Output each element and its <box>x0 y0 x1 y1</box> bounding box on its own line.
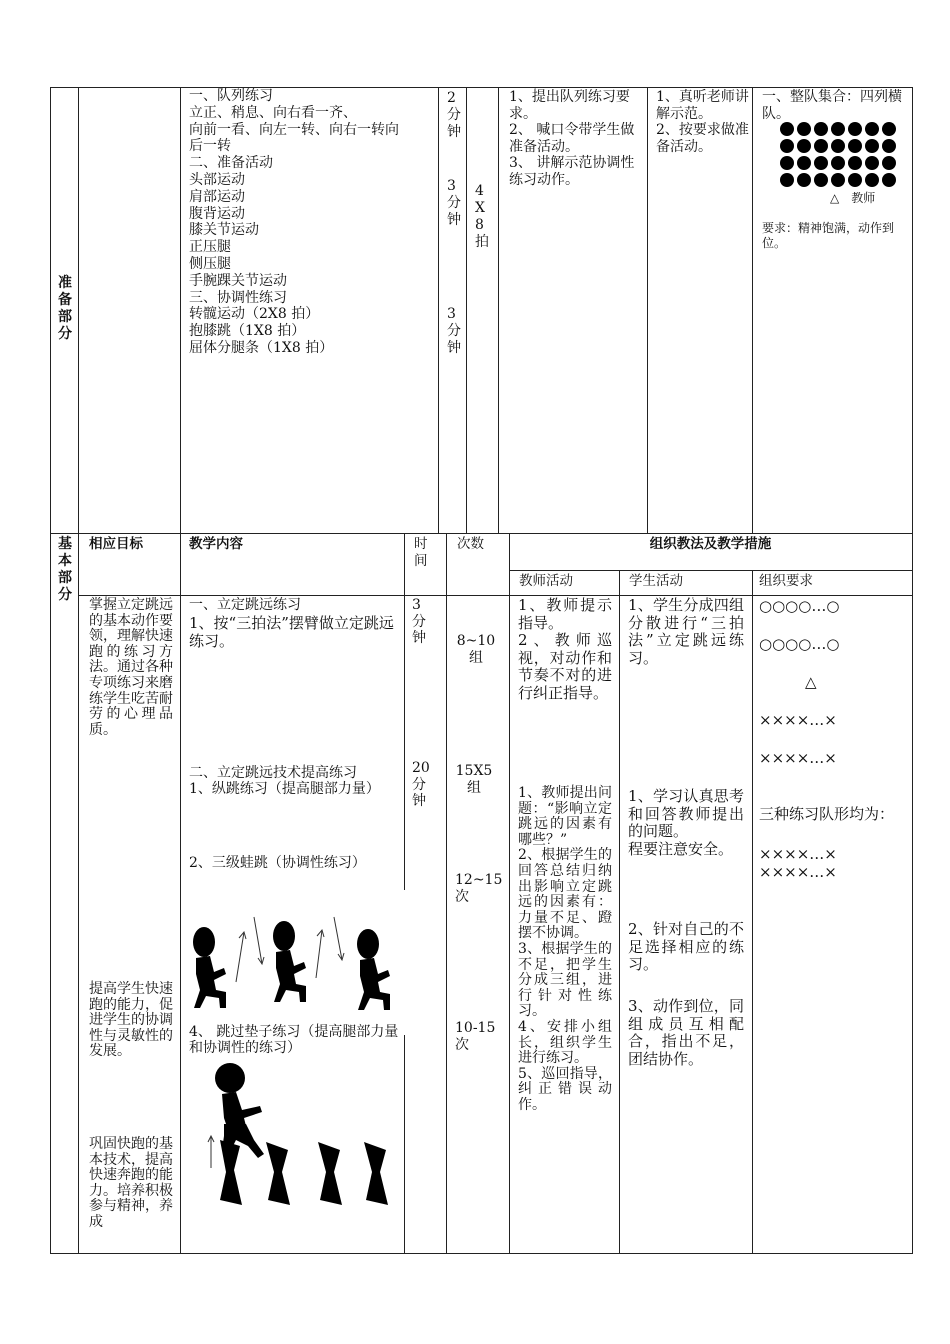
basic-student-2: 1、学习认真思考和回答教师提出的问题。 程要注意安全。 <box>628 787 744 858</box>
student-dot <box>865 139 879 153</box>
student-dot <box>848 173 862 187</box>
vertical-jump-illustration <box>186 912 400 1022</box>
basic-section-label: 基本部分 <box>58 536 72 603</box>
student-dot <box>797 139 811 153</box>
prep-content-line: 屈体分腿条（1X8 拍） <box>189 339 334 356</box>
prep-content-line: 立正、稍息、向右看一齐、 <box>189 104 357 121</box>
header-content: 教学内容 <box>189 536 243 552</box>
prep-content-line: 手腕踝关节运动 <box>189 272 287 289</box>
formation-row-6: ××××…× <box>759 863 837 881</box>
student-dot <box>797 173 811 187</box>
basic-count-4: 10-15次 <box>455 1020 496 1053</box>
student-dot <box>848 156 862 170</box>
jumper-figure-1 <box>193 927 226 1008</box>
student-dot <box>848 122 862 136</box>
header-count: 次数 <box>457 536 484 552</box>
student-dot <box>797 156 811 170</box>
prep-content-line: 抱膝跳（1X8 拍） <box>189 323 306 340</box>
prep-org-require: 要求：精神饱满，动作到位。 <box>762 221 895 250</box>
student-dot <box>865 122 879 136</box>
student-dot <box>814 139 828 153</box>
prep-time-1: 2分钟 <box>447 90 461 140</box>
prep-content-line: 后一转 <box>189 138 231 155</box>
jumper-figure-3 <box>357 929 390 1010</box>
goal-3: 巩固快跑的基本技术，提高快速奔跑的能力。培养积极参与精神，养成 <box>89 1136 173 1230</box>
prep-content-line: 二、准备活动 <box>189 155 273 172</box>
content-4: 4、 跳过垫子练习（提高腿部力量和协调性的练习） <box>189 1024 399 1056</box>
header-teacher-activity: 教师活动 <box>519 573 573 589</box>
content-1a: 一、立定跳远练习 <box>189 597 301 613</box>
student-dot <box>814 156 828 170</box>
prep-section-label: 准备部分 <box>58 275 72 342</box>
mat-jump-arrow <box>208 1136 214 1168</box>
student-dot <box>848 139 862 153</box>
student-dot <box>882 173 896 187</box>
formation-row-2: ○○○○…○ <box>759 635 840 653</box>
formation-note: 三种练习队形均为： <box>759 805 895 823</box>
student-dot <box>780 122 794 136</box>
content-2b: 1、纵跳练习（提高腿部力量） <box>189 781 380 797</box>
student-dot <box>814 173 828 187</box>
student-dot <box>831 156 845 170</box>
basic-count-2: 15X5组 <box>455 763 493 796</box>
basic-student-3: 2、针对自己的不足选择相应的练习。 <box>628 920 744 973</box>
header-student-activity: 学生活动 <box>629 573 683 589</box>
header-time: 时间 <box>414 536 428 569</box>
formation-row-4: ××××…× <box>759 749 837 767</box>
prep-content-line: 向前一看、向左一转、向右一转向 <box>189 121 399 138</box>
prep-content-line: 肩部运动 <box>189 188 245 205</box>
student-dot <box>797 122 811 136</box>
basic-student-1: 1、学生分成四组分散进行“三拍法”立定跳远练习。 <box>628 596 744 667</box>
formation-dots <box>780 122 900 188</box>
formation-row-1: ○○○○…○ <box>759 597 840 615</box>
prep-content-line: 一、队列练习 <box>189 88 273 104</box>
prep-content-line: 侧压腿 <box>189 255 231 272</box>
basic-count-1: 8~10组 <box>456 633 496 666</box>
mat-jump-illustration <box>202 1060 402 1210</box>
student-dot <box>865 173 879 187</box>
prep-content-line: 腹背运动 <box>189 205 245 222</box>
prep-content <box>189 88 437 357</box>
content-2c: 2、三级蛙跳（协调性练习） <box>189 855 366 871</box>
basic-time-2: 20分钟 <box>412 760 430 809</box>
mat-obstacles <box>220 1140 388 1205</box>
student-dot <box>780 156 794 170</box>
teacher-marker: △ 教师 <box>830 191 876 205</box>
header-goal: 相应目标 <box>89 536 143 552</box>
student-dot <box>780 173 794 187</box>
student-dot <box>831 139 845 153</box>
basic-teacher-2: 1、教师提出问题：“影响立定跳远的因素有哪些？” 2、根据学生的回答总结归纳出影响立定跳远的因素有：力量不足、蹬摆不协调。 3、根据学生的不足，把学生分成三组，进行针对性练习。 4、安排小组长，组织学生进行练习。 5、巡回指导，纠正错误动作。 <box>518 785 612 1113</box>
prep-content-line: 转髋运动（2X8 拍） <box>189 306 320 323</box>
basic-count-3: 12~15次 <box>455 872 503 905</box>
prep-content-line: 正压腿 <box>189 239 231 256</box>
jumper-figure-2 <box>273 921 306 1002</box>
formation-teacher-marker: △ <box>805 673 817 691</box>
student-dot <box>865 156 879 170</box>
prep-content-line: 三、协调性练习 <box>189 289 287 306</box>
prep-content-line: 膝关节运动 <box>189 222 259 239</box>
header-org-require: 组织要求 <box>759 573 813 589</box>
formation-row-5: ××××…× <box>759 845 837 863</box>
prep-content-line: 头部运动 <box>189 171 245 188</box>
prep-time-2: 3分钟 <box>447 178 461 228</box>
goal-1: 掌握立定跳远的基本动作要领，理解快速跑的练习方法。通过各种专项练习来磨练学生吃苦耐劳的心理品质。 <box>89 597 173 738</box>
prep-student-activity: 1、真听老师讲解示范。 2、按要求做准备活动。 <box>656 89 749 155</box>
student-dot <box>882 122 896 136</box>
student-dot <box>814 122 828 136</box>
student-dot <box>882 139 896 153</box>
prep-count: 4X8拍 <box>475 183 489 250</box>
header-methods: 组织教法及教学措施 <box>649 536 772 552</box>
basic-time-1: 3分钟 <box>412 597 426 646</box>
prep-org-title: 一、整队集合：四列横队。 <box>762 89 902 122</box>
basic-student-4: 3、动作到位，同组成员互相配合，指出不足，团结协作。 <box>628 997 744 1068</box>
student-dot <box>780 139 794 153</box>
student-dot <box>882 156 896 170</box>
prep-time-3: 3分钟 <box>447 306 461 356</box>
content-1b: 1、按“三拍法”摆臂做立定跳远练习。 <box>189 614 394 650</box>
goal-2: 提高学生快速跑的能力，促进学生的协调性与灵敏性的发展。 <box>89 981 173 1060</box>
basic-teacher-1: 1、教师提示指导。 2、教师巡视，对动作和节奏不对的进行纠正指导。 <box>518 596 612 702</box>
student-dot <box>831 173 845 187</box>
student-dot <box>831 122 845 136</box>
prep-teacher-activity: 1、提出队列练习要求。 2、 喊口令带学生做准备活动。 3、 讲解示范协调性练习动作。 <box>509 89 635 188</box>
content-2a: 二、立定跳远技术提高练习 <box>189 765 357 781</box>
formation-row-3: ××××…× <box>759 711 837 729</box>
